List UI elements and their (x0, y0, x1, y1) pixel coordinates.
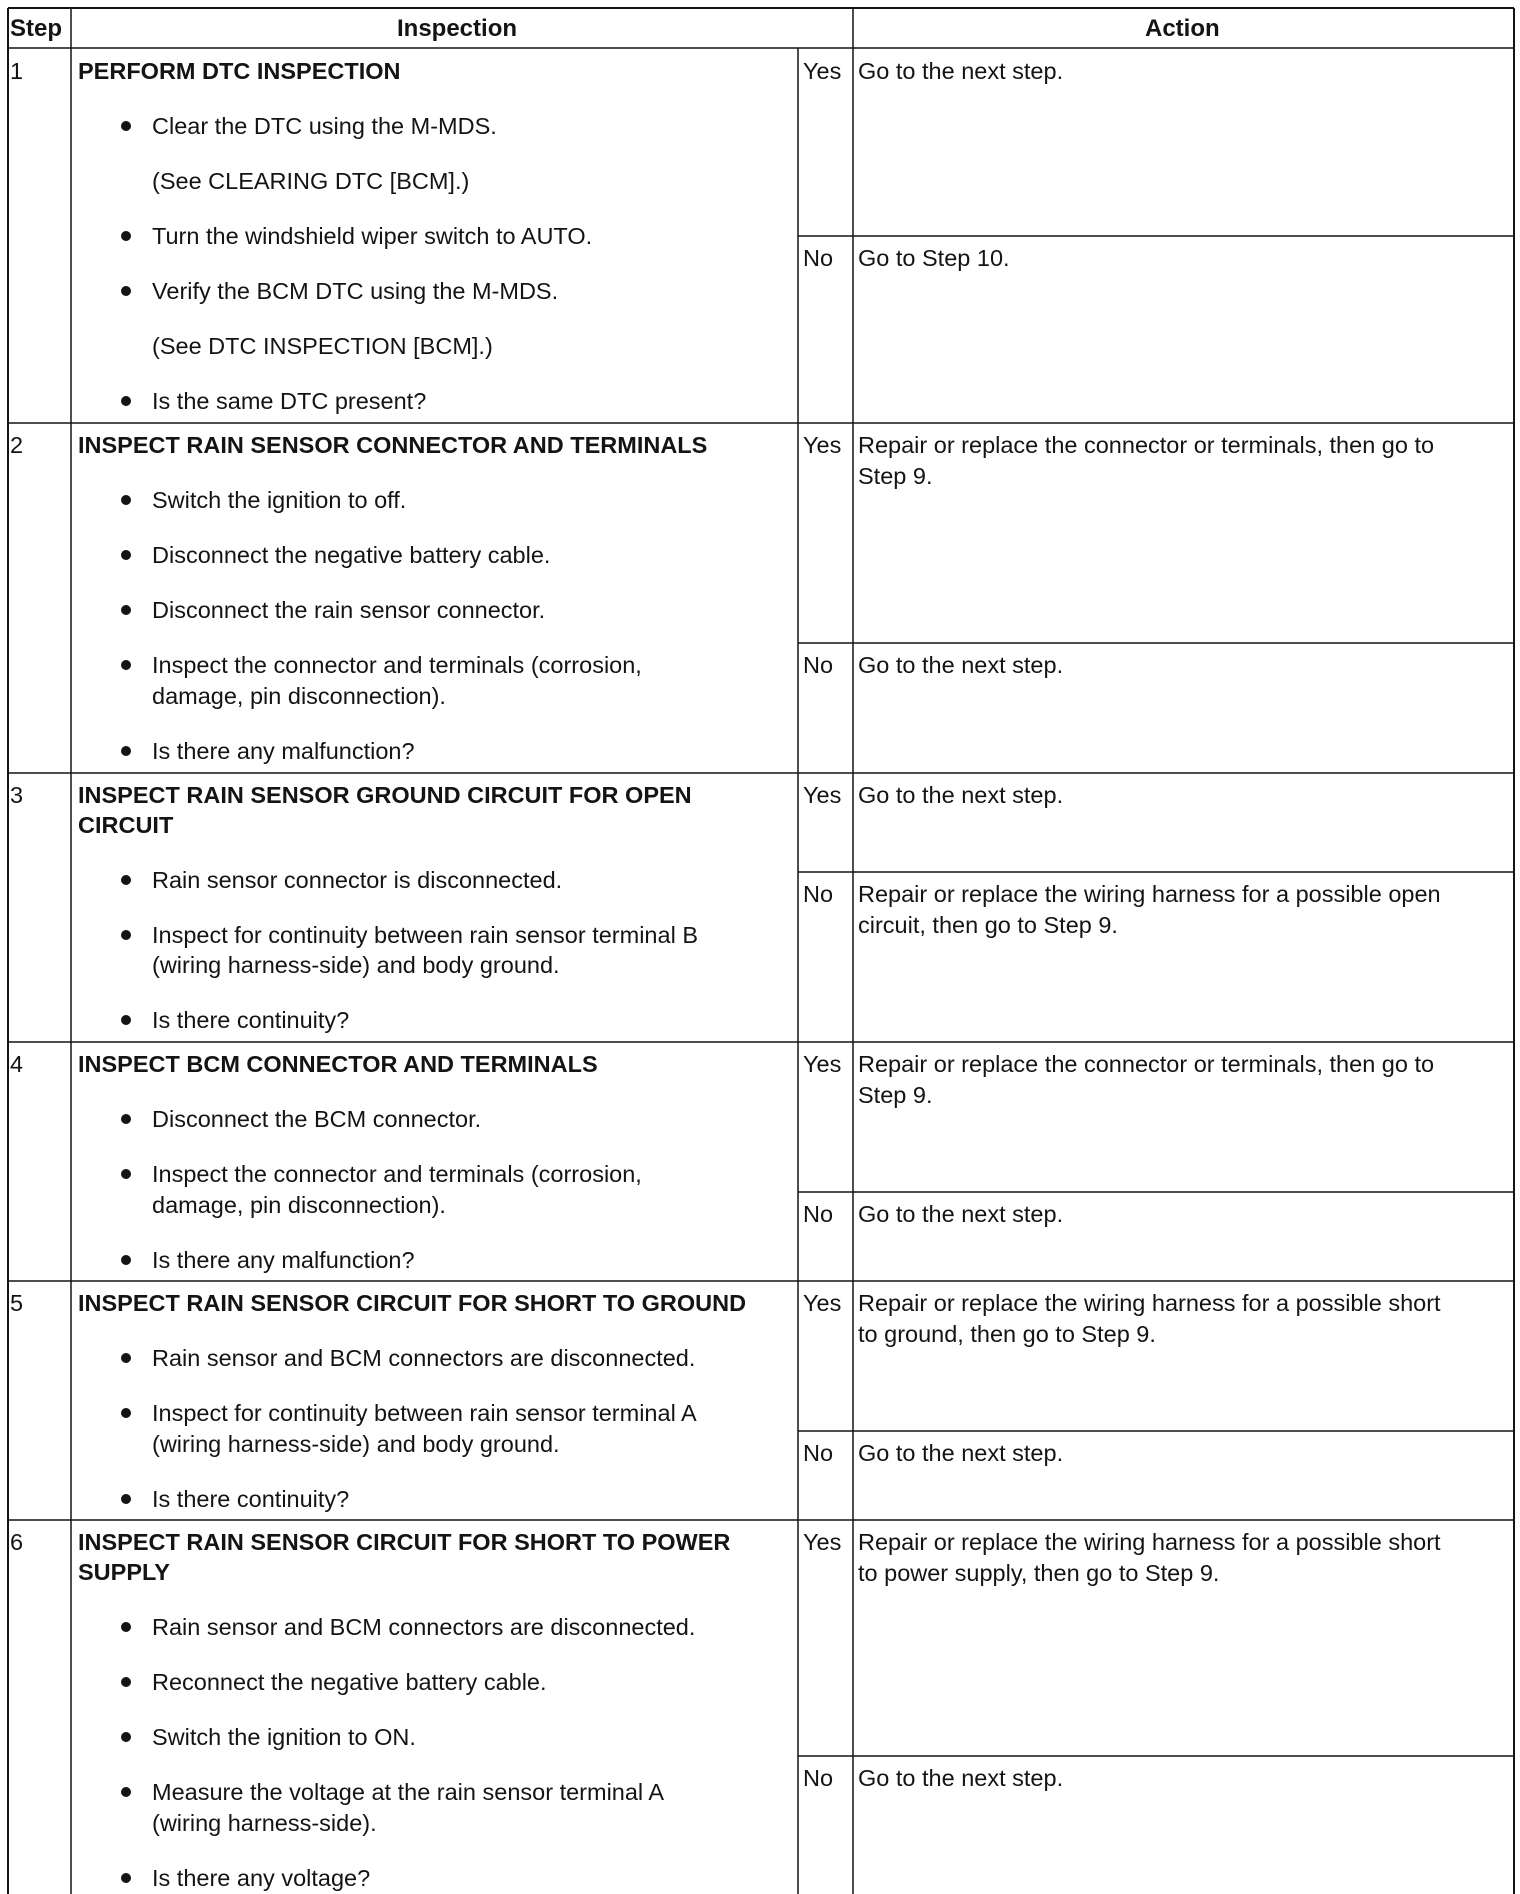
list-item: Inspect for continuity between rain sensor terminal A (152, 1400, 697, 1426)
header-action: Action (1145, 15, 1220, 42)
bullet-icon (121, 1732, 131, 1742)
yes-action: Step 9. (858, 1082, 933, 1108)
list-item: Is the same DTC present? (152, 388, 427, 414)
bullet-icon (121, 746, 131, 756)
header-inspection: Inspection (397, 15, 518, 42)
bullet-icon (121, 1494, 131, 1504)
list-item: Switch the ignition to off. (152, 487, 407, 513)
yes-action: Go to the next step. (858, 782, 1064, 808)
bullet-icon (121, 396, 131, 406)
yes-action: Go to the next step. (858, 58, 1064, 84)
list-item: Disconnect the negative battery cable. (152, 542, 551, 568)
yes-action: Repair or replace the connector or terminals, then go to (858, 432, 1435, 458)
list-item: Clear the DTC using the M-MDS. (152, 113, 497, 139)
bullet-icon (121, 1169, 131, 1179)
list-item: Turn the windshield wiper switch to AUTO. (152, 223, 593, 249)
list-item: Inspect for continuity between rain sensor terminal B (152, 922, 698, 948)
list-item: Rain sensor connector is disconnected. (152, 867, 563, 893)
no-label: No (803, 1201, 834, 1227)
bullet-icon (121, 875, 131, 885)
no-label: No (803, 1440, 834, 1466)
list-item-continued: damage, pin disconnection). (152, 683, 446, 709)
list-item: Inspect the connector and terminals (corrosion, (152, 1161, 642, 1187)
step-number: 5 (10, 1290, 24, 1316)
yes-label: Yes (803, 782, 842, 808)
bullet-icon (121, 550, 131, 560)
no-action: Go to the next step. (858, 1201, 1064, 1227)
step-number: 6 (10, 1529, 24, 1555)
bullet-icon (121, 930, 131, 940)
step-title: INSPECT BCM CONNECTOR AND TERMINALS (78, 1051, 598, 1077)
bullet-icon (121, 1114, 131, 1124)
list-item: Is there continuity? (152, 1007, 350, 1033)
yes-action: Repair or replace the wiring harness for a possible short (858, 1290, 1441, 1316)
step-title: INSPECT RAIN SENSOR CONNECTOR AND TERMINALS (78, 432, 708, 458)
no-label: No (803, 881, 834, 907)
no-action: Go to the next step. (858, 1765, 1064, 1791)
yes-action: to ground, then go to Step 9. (858, 1321, 1156, 1347)
no-label: No (803, 1765, 834, 1791)
list-item: Measure the voltage at the rain sensor terminal A (152, 1779, 665, 1805)
list-item: Is there any voltage? (152, 1865, 371, 1891)
yes-label: Yes (803, 1051, 842, 1077)
list-item-continued: damage, pin disconnection). (152, 1192, 446, 1218)
yes-action: Repair or replace the wiring harness for a possible short (858, 1529, 1441, 1555)
step-title: SUPPLY (78, 1559, 170, 1585)
step-number: 3 (10, 782, 24, 808)
bullet-icon (121, 1015, 131, 1025)
no-action: circuit, then go to Step 9. (858, 912, 1118, 938)
yes-action: Repair or replace the connector or terminals, then go to (858, 1051, 1435, 1077)
bullet-icon (121, 286, 131, 296)
no-action: Go to Step 10. (858, 245, 1010, 271)
list-item: Disconnect the rain sensor connector. (152, 597, 546, 623)
bullet-icon (121, 660, 131, 670)
list-item: Inspect the connector and terminals (corrosion, (152, 652, 642, 678)
list-item: Is there any malfunction? (152, 738, 415, 764)
no-action: Go to the next step. (858, 1440, 1064, 1466)
list-item: Rain sensor and BCM connectors are disconnected. (152, 1345, 696, 1371)
no-label: No (803, 652, 834, 678)
bullet-icon (121, 605, 131, 615)
bullet-icon (121, 1408, 131, 1418)
step-title: CIRCUIT (78, 812, 174, 838)
yes-action: Step 9. (858, 463, 933, 489)
bullet-icon (121, 1255, 131, 1265)
bullet-icon (121, 1787, 131, 1797)
no-action: Go to the next step. (858, 652, 1064, 678)
list-item-continued: (wiring harness-side). (152, 1810, 377, 1836)
bullet-icon (121, 1873, 131, 1883)
yes-label: Yes (803, 1529, 842, 1555)
bullet-icon (121, 121, 131, 131)
yes-label: Yes (803, 1290, 842, 1316)
yes-label: Yes (803, 432, 842, 458)
list-item: Rain sensor and BCM connectors are disconnected. (152, 1614, 696, 1640)
list-item-continued: (wiring harness-side) and body ground. (152, 952, 560, 978)
bullet-icon (121, 495, 131, 505)
step-title: INSPECT RAIN SENSOR CIRCUIT FOR SHORT TO POWER (78, 1529, 731, 1555)
list-item-note: (See DTC INSPECTION [BCM].) (152, 333, 493, 359)
list-item: Is there continuity? (152, 1486, 350, 1512)
step-title: INSPECT RAIN SENSOR CIRCUIT FOR SHORT TO GROUND (78, 1290, 747, 1316)
step-number: 4 (10, 1051, 24, 1077)
no-action: Repair or replace the wiring harness for a possible open (858, 881, 1441, 907)
bullet-icon (121, 1677, 131, 1687)
step-title: PERFORM DTC INSPECTION (78, 58, 401, 84)
no-label: No (803, 245, 834, 271)
step-number: 2 (10, 432, 24, 458)
list-item-note: (See CLEARING DTC [BCM].) (152, 168, 470, 194)
bullet-icon (121, 1353, 131, 1363)
bullet-icon (121, 231, 131, 241)
list-item-continued: (wiring harness-side) and body ground. (152, 1431, 560, 1457)
header-step: Step (10, 15, 63, 42)
bullet-icon (121, 1622, 131, 1632)
list-item: Disconnect the BCM connector. (152, 1106, 482, 1132)
yes-action: to power supply, then go to Step 9. (858, 1560, 1220, 1586)
step-title: INSPECT RAIN SENSOR GROUND CIRCUIT FOR OPEN (78, 782, 692, 808)
list-item: Verify the BCM DTC using the M-MDS. (152, 278, 559, 304)
yes-label: Yes (803, 58, 842, 84)
list-item: Switch the ignition to ON. (152, 1724, 416, 1750)
list-item: Reconnect the negative battery cable. (152, 1669, 547, 1695)
step-number: 1 (10, 58, 24, 84)
list-item: Is there any malfunction? (152, 1247, 415, 1273)
